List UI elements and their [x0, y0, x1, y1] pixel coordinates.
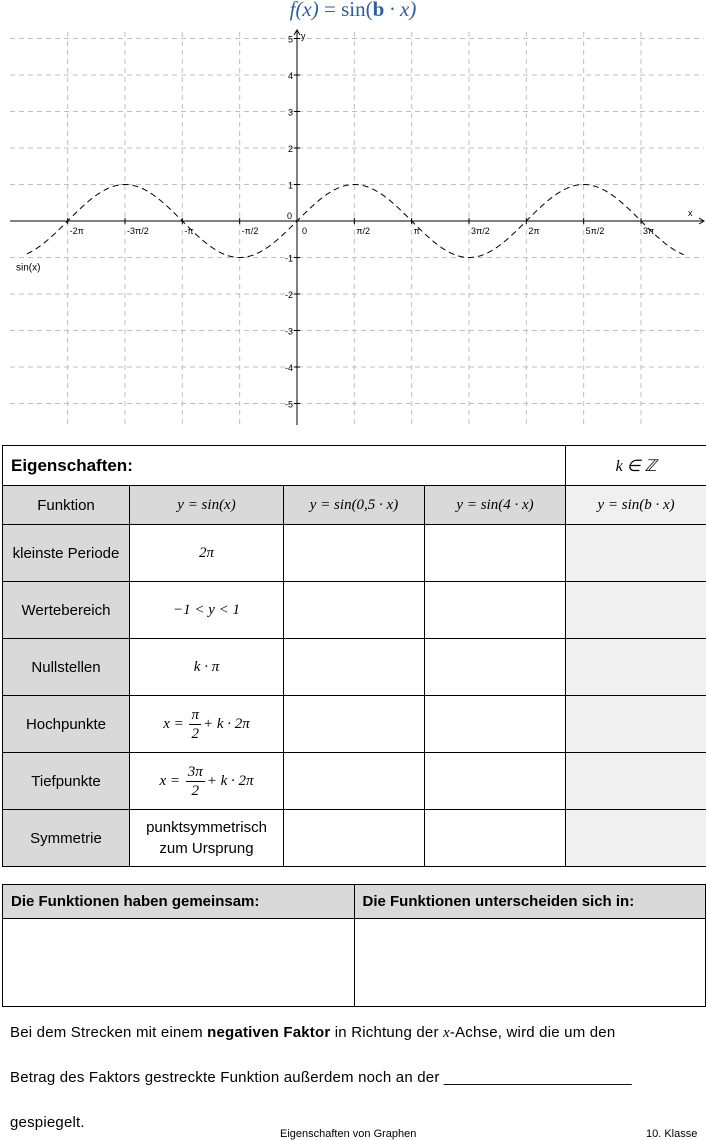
- curve-label: sin(x): [16, 262, 41, 274]
- y-tick-label: 0: [287, 211, 293, 221]
- differ-heading: Die Funktionen unterscheiden sich in:: [354, 885, 706, 919]
- answer-cell[interactable]: [284, 639, 425, 696]
- function-header-4: y = sin(b · x): [566, 486, 706, 525]
- answer-cell[interactable]: [425, 525, 566, 582]
- answer-cell[interactable]: [566, 639, 706, 696]
- answer-cell[interactable]: [284, 810, 425, 867]
- answer-cell[interactable]: [284, 525, 425, 582]
- common-answer-field[interactable]: [3, 919, 355, 1007]
- answer-cell[interactable]: [425, 810, 566, 867]
- page-title: f(x) = sin(b · x): [0, 0, 706, 22]
- value-minima: x = $\frac{3\pi}{2}$ + k · 2π: [130, 753, 284, 810]
- x-tick-label: 3π/2: [471, 226, 490, 236]
- answer-cell[interactable]: [425, 582, 566, 639]
- row-label: Wertebereich: [3, 582, 130, 639]
- properties-heading: Eigenschaften:: [3, 446, 566, 486]
- paragraph-line-1: Bei dem Strecken mit einem negativen Faktor in Richtung der x-Achse, wird die um den: [10, 1024, 616, 1041]
- y-tick-label: 3: [287, 107, 293, 118]
- row-label: Symmetrie: [3, 810, 130, 867]
- answer-cell[interactable]: [284, 696, 425, 753]
- answer-cell[interactable]: [566, 810, 706, 867]
- y-tick-label: -3: [284, 326, 293, 337]
- y-tick-label: 4: [287, 71, 293, 81]
- function-column-header: Funktion: [3, 486, 130, 525]
- x-tick-label: -2π: [69, 226, 84, 236]
- y-tick-label: 1: [287, 180, 293, 191]
- value-maxima: x = $\frac{\pi}{2}$ + k · 2π: [130, 696, 284, 753]
- y-axis-label: y: [301, 31, 306, 41]
- comparison-table: [2, 884, 706, 1007]
- y-tick-label: -1: [284, 253, 293, 264]
- answer-cell[interactable]: [425, 696, 566, 753]
- x-tick-label: -π: [184, 226, 194, 236]
- common-heading: Die Funktionen haben gemeinsam:: [3, 885, 355, 919]
- answer-cell[interactable]: [566, 582, 706, 639]
- function-header-2: y = sin(0,5 · x): [284, 486, 425, 525]
- title-b: b: [372, 0, 385, 21]
- y-tick-label: -5: [284, 399, 293, 410]
- value-period: 2π: [130, 525, 284, 582]
- x-tick-label: 0: [302, 226, 308, 236]
- paragraph-line-3: gespiegelt.: [10, 1114, 85, 1131]
- x-tick-label: -3π/2: [126, 226, 149, 236]
- y-tick-label: -4: [284, 363, 293, 373]
- paragraph-line-2: Betrag des Faktors gestreckte Funktion außerdem noch an der ______________________: [10, 1069, 632, 1086]
- y-tick-label: 2: [287, 144, 293, 154]
- function-header-3: y = sin(4 · x): [425, 486, 566, 525]
- row-label: Hochpunkte: [3, 696, 130, 753]
- answer-cell[interactable]: [425, 639, 566, 696]
- footer-grade: 10. Klasse: [646, 1128, 698, 1140]
- answer-cell[interactable]: [284, 582, 425, 639]
- value-symmetry: punktsymmetrisch zum Ursprung: [130, 810, 284, 867]
- x-tick-label: 5π/2: [585, 226, 605, 236]
- answer-cell[interactable]: [566, 753, 706, 810]
- k-set-label: k ∈ ℤ: [566, 446, 706, 486]
- answer-cell[interactable]: [425, 753, 566, 810]
- function-header-1: y = sin(x): [130, 486, 284, 525]
- answer-cell[interactable]: [566, 696, 706, 753]
- x-tick-label: -π/2: [241, 226, 259, 236]
- differ-answer-field[interactable]: [354, 919, 706, 1007]
- y-tick-label: 5: [287, 34, 293, 45]
- row-label: kleinste Periode: [3, 525, 130, 582]
- row-label: Tiefpunkte: [3, 753, 130, 810]
- x-tick-label: 2π: [528, 226, 540, 236]
- sine-graph: [0, 20, 706, 430]
- x-tick-label: 3π: [643, 226, 655, 236]
- answer-cell[interactable]: [284, 753, 425, 810]
- value-range: −1 < y < 1: [130, 582, 284, 639]
- answer-cell[interactable]: [566, 525, 706, 582]
- x-axis-label: x: [688, 208, 693, 218]
- footer-title: Eigenschaften von Graphen: [280, 1128, 417, 1140]
- properties-table: [2, 445, 706, 867]
- x-tick-label: π/2: [356, 226, 371, 236]
- x-tick-label: π: [413, 226, 420, 236]
- y-tick-label: -2: [284, 290, 293, 300]
- value-zeros: k · π: [130, 639, 284, 696]
- tick-labels: [68, 35, 655, 410]
- row-label: Nullstellen: [3, 639, 130, 696]
